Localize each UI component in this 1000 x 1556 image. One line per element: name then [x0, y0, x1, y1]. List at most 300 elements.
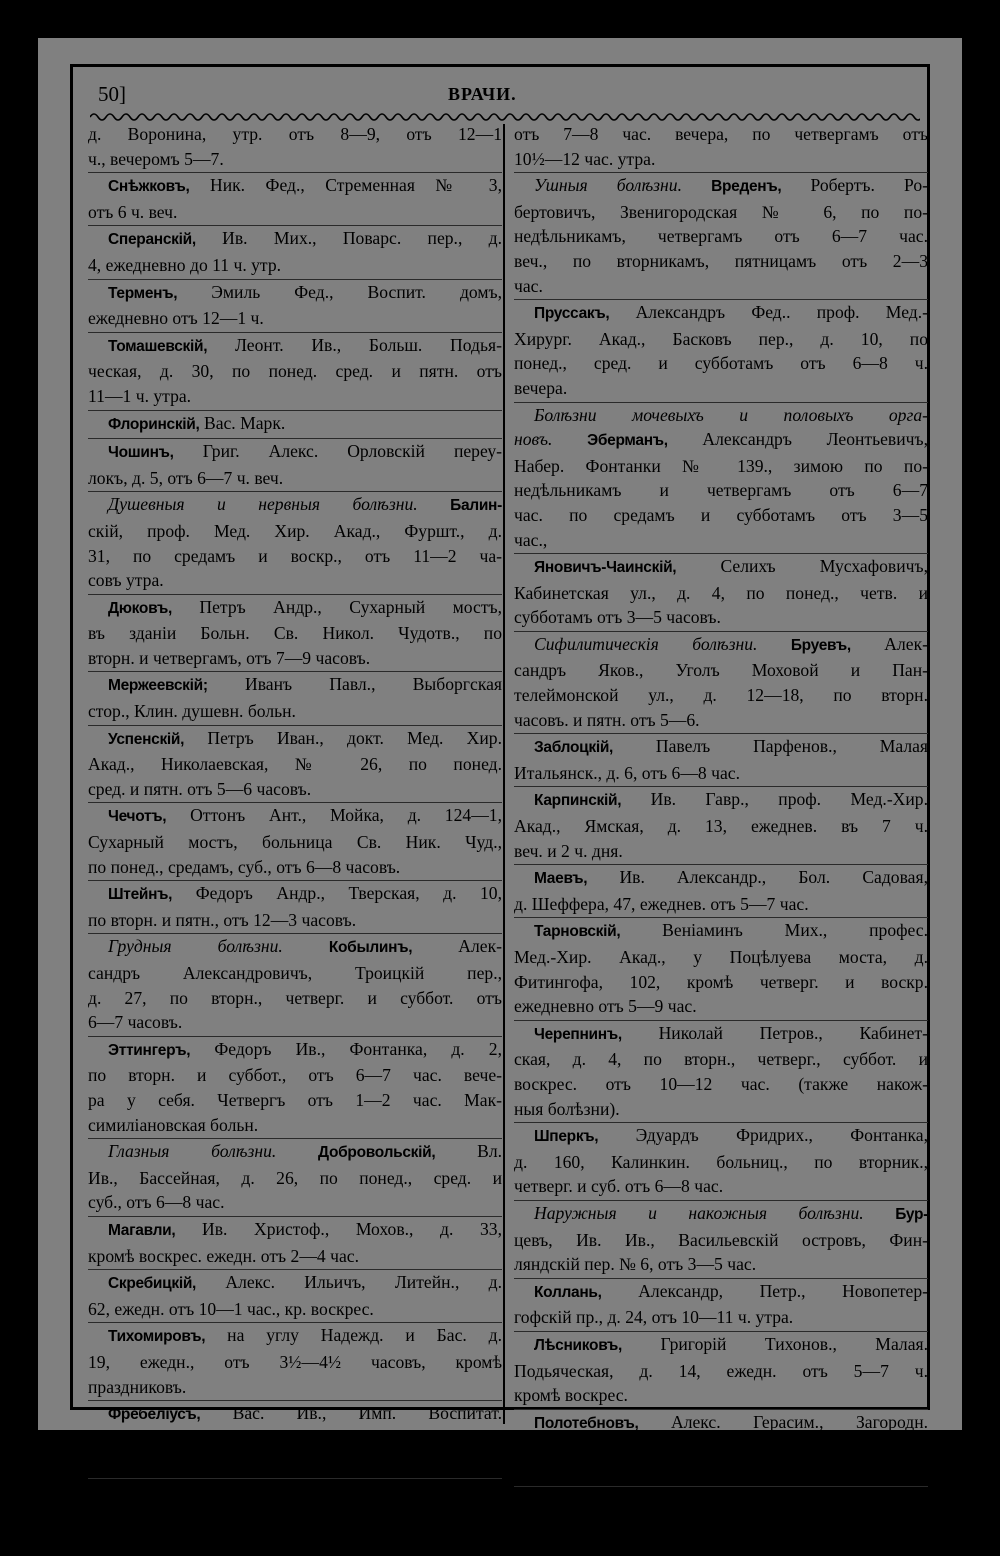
entry-text: Кабинетская ул., д. 4, по понед., четв. и: [514, 582, 928, 603]
doctor-name: Терменъ,: [108, 284, 178, 302]
entry-text: отъ 7—8 час. вечера, по четвергамъ отъ: [514, 124, 928, 144]
entry-line: [514, 173, 928, 200]
entry-line: [514, 839, 928, 864]
category-heading-continued: новъ.: [514, 429, 553, 450]
entry-text: четверг. и суб. отъ 6—8 час.: [514, 1176, 724, 1197]
entry-text: час.: [514, 275, 543, 296]
entry-line: [514, 327, 928, 352]
entry-line: [514, 683, 928, 708]
entry-text: Ив. Мих., Поварс. пер., д.: [222, 228, 502, 249]
entry-text: Эдуардъ Андр., проф. М.-Х. Акад.,: [172, 1480, 502, 1501]
entry-text: кромѣ воскрес.: [514, 1385, 628, 1406]
category-heading: Грудныя болѣзни.: [108, 936, 283, 957]
entry-line: [514, 403, 928, 428]
directory-entry: [514, 1278, 928, 1331]
entry-line: [88, 1113, 502, 1138]
entry-text: Леонт. Ив., Больш. Подья-: [235, 334, 502, 355]
entry-text: отъ 6 ч. веч.: [88, 201, 178, 222]
entry-line: [88, 200, 502, 225]
doctor-name: Кобылинъ,: [328, 939, 413, 957]
entry-line: [88, 466, 502, 491]
entry-text: 6—7 часовъ.: [88, 1012, 183, 1033]
column-divider: [503, 124, 505, 1424]
entry-text: Фитингофа, 102, кромѣ четверг. и воскр.: [514, 971, 928, 992]
entry-line: [88, 519, 502, 544]
entry-line: [514, 1461, 928, 1486]
entry-text: д. 27, по вторн., четверг. и суббот. отъ: [88, 987, 502, 1008]
entry-text: телеймонской ул., д. 12—18, по вторн.: [514, 685, 928, 706]
entry-text: ческая, д. 30, по понед. сред. и пятн. отъ: [88, 361, 502, 382]
entry-text: Григ. Алекс. Орловскій переу-: [202, 441, 502, 462]
directory-entry: [514, 733, 928, 786]
doctor-name: Заблоцкій,: [534, 739, 614, 757]
entry-line: [88, 1010, 502, 1035]
entry-text: по вторн. и пятн., отъ 12—3 часовъ.: [88, 909, 357, 930]
entry-text: симиліановская больн.: [88, 1114, 259, 1135]
entry-line: [88, 384, 502, 409]
directory-entry: [88, 172, 502, 225]
entry-text: час.,: [514, 529, 548, 550]
directory-entry: [514, 299, 928, 401]
directory-entry: [88, 279, 502, 332]
entry-text: по вторн. и суббот., отъ 6—7 час. вече-: [88, 1065, 502, 1086]
entry-text: вторн. и четвергамъ, отъ 7—9 часовъ.: [88, 647, 371, 668]
entry-text: 11—1 ч. утра.: [88, 385, 192, 406]
directory-entry: [88, 1138, 502, 1216]
entry-text: ч., вечеромъ 5—7.: [88, 148, 224, 169]
entry-line: [514, 1436, 928, 1461]
doctor-name: Снѣжковъ,: [108, 178, 190, 196]
entry-text: сандръ Яков., Уголъ Моховой и Пан-: [514, 660, 928, 681]
entry-line: [88, 1401, 502, 1428]
entry-text: Фурштадтск., д. 10. Глазн. леч.: Сергіевск.: [88, 1507, 502, 1528]
entry-line: [514, 1228, 928, 1253]
entry-line: [88, 726, 502, 753]
entry-text: недѣльникамъ и четвергамъ отъ 6—7: [514, 480, 928, 501]
doctor-name: Магавли,: [108, 1221, 176, 1239]
entry-line: [88, 855, 502, 880]
directory-entry: [514, 786, 928, 864]
entry-line: [88, 961, 502, 986]
doctor-name: Бур-: [895, 1205, 928, 1223]
doctor-name: Вреденъ,: [711, 178, 782, 196]
entry-text: скій, проф. Мед. Хир. Акад., Фуршт., д.: [88, 520, 502, 541]
category-heading: Ушныя болѣзни.: [534, 175, 682, 196]
entry-line: [514, 1359, 928, 1384]
entry-line: [88, 699, 502, 724]
entry-line: [514, 970, 928, 995]
entry-line: [88, 439, 502, 466]
doctor-name: Карпинскій,: [534, 792, 622, 810]
directory-entry: [514, 1409, 928, 1487]
entry-line: [514, 1332, 928, 1359]
directory-entry: [88, 225, 502, 278]
entry-line: [514, 581, 928, 606]
entry-line: [514, 122, 928, 147]
entry-text: Мед.-Хир. Акад., у Поцѣлуева моста, д.: [514, 947, 928, 967]
entry-text: Акад., Николаевская, № 26, по понед.: [88, 754, 502, 775]
directory-entry: [88, 122, 502, 172]
entry-line: [88, 1505, 502, 1530]
entry-line: [514, 658, 928, 683]
directory-entry: [514, 631, 928, 733]
entry-text: Петръ Иван., докт. Мед. Хир.: [207, 727, 502, 748]
scanned-page: [38, 38, 962, 1553]
entry-text: 18, по вторн. и пятн. отъ 6—7 час.: [514, 1516, 770, 1537]
doctor-name: Эберманъ,: [587, 432, 668, 450]
entry-text: Набер. Фонтанки № 139., зимою по по-: [514, 455, 928, 476]
directory-entry: [88, 880, 502, 933]
entry-line: [514, 1150, 928, 1175]
entry-text: Ник. Фед., Стременная № 3,: [210, 175, 502, 196]
entry-text: Мих. Ив., Моховая, д.: [677, 1489, 928, 1510]
entry-line: [514, 478, 928, 503]
entry-text: субботамъ отъ 3—5 часовъ.: [514, 607, 721, 628]
entry-text: локъ, д. 5, отъ 6—7 ч. веч.: [88, 467, 284, 488]
directory-entry: [514, 1200, 928, 1278]
entry-text: Домъ, ежедн. отъ 12—2 часовъ. кромѣ: [88, 1429, 502, 1450]
entry-line: [88, 544, 502, 569]
directory-entry: [88, 1216, 502, 1269]
entry-text: сандръ Александровичъ, Троицкій пер.,: [88, 963, 502, 983]
entry-text: Сухарный мостъ, больница Св. Ник. Чуд.,: [88, 832, 502, 853]
entry-text: воскрес. отъ 10—12 час. (также накож-: [514, 1073, 928, 1094]
entry-line: [514, 918, 928, 945]
entry-line: [514, 994, 928, 1019]
entry-text: кромѣ воскрес. ежедн. отъ 2—4 час.: [88, 1245, 359, 1266]
entry-text: Селихъ Мусхафовичъ,: [720, 556, 928, 577]
entry-line: [88, 122, 502, 147]
entry-line: [514, 454, 928, 479]
entry-text: бертовичъ, Звенигородская № 6, по по-: [514, 201, 928, 222]
entry-text: ежедневно отъ 5—9 час.: [514, 996, 697, 1017]
entry-line: [88, 147, 502, 172]
entry-text: ра у себя. Четвергъ отъ 1—2 час. Мак-: [88, 1089, 502, 1110]
directory-entry: [88, 802, 502, 880]
entry-line: [514, 734, 928, 761]
directory-entry: [88, 1478, 502, 1556]
entry-text: Итальянск., д. 6, отъ 6—8 час.: [514, 762, 740, 783]
directory-entry: [514, 1331, 928, 1409]
page-number: 50]: [98, 82, 126, 106]
directory-entry: [514, 172, 928, 299]
entry-text: Алекс. Герасим., Загородн.: [671, 1411, 928, 1432]
entry-text: праздниковъ.: [88, 1454, 187, 1475]
entry-line: [514, 1174, 928, 1199]
directory-entry: [514, 122, 928, 172]
entry-line: [88, 672, 502, 699]
entry-text: Александр, Петр., Новопетер-: [638, 1280, 928, 1301]
entry-text: недѣльникамъ, четвергамъ отъ 6—7 час.: [514, 226, 928, 247]
doctor-name: Чечотъ,: [108, 808, 167, 826]
entry-text: праздниковъ.: [88, 1376, 187, 1397]
entry-line: [514, 554, 928, 581]
directory-entry: [88, 491, 502, 593]
entry-line: [514, 761, 928, 786]
doctor-name: Балин-: [450, 497, 502, 515]
directory-entry: [514, 1486, 928, 1539]
entry-text: Веніаминъ Мих., профес.: [662, 920, 928, 941]
entry-line: [88, 621, 502, 646]
entry-line: [514, 200, 928, 225]
entry-text: д. Шеффера, 47, ежеднев. отъ 5—7 час.: [514, 893, 809, 914]
doctor-name: Штейнъ,: [108, 886, 173, 904]
entry-text: Акад., Ямская, д. 13, ежеднев. въ 7 ч.: [514, 816, 928, 837]
entry-line: [88, 1139, 502, 1166]
entry-line: [514, 1487, 928, 1514]
entry-text: Ив. Гавр., проф. Мед.-Хир.: [650, 789, 928, 810]
entry-line: [514, 787, 928, 814]
entry-line: [88, 1323, 502, 1350]
category-heading: Глазныя болѣзни.: [108, 1141, 277, 1162]
entry-line: [88, 1166, 502, 1191]
directory-entry: [88, 1036, 502, 1138]
entry-text: ежедневно отъ 12—1 ч.: [88, 308, 264, 329]
doctor-name: Успенскій,: [108, 730, 185, 748]
category-heading: Наружныя и накожныя болѣзни.: [534, 1202, 864, 1223]
entry-line: [88, 1375, 502, 1400]
entry-line: [514, 1072, 928, 1097]
entry-text: понед., сред. и субботамъ отъ 6—8 ч.: [514, 353, 928, 374]
doctor-name: Стуковенковъ,: [534, 1492, 644, 1510]
entry-text: Ив., Бассейная, д. 26, по понед., сред. и: [88, 1167, 502, 1188]
entry-line: [88, 1530, 502, 1555]
entry-text: стор., Клин. душевн. больн.: [88, 701, 296, 722]
entry-text: Федоръ Ив., Фонтанка, д. 2,: [214, 1038, 502, 1059]
entry-line: [514, 1410, 928, 1437]
entry-text: на углу Надежд. и Бас. д.: [227, 1325, 502, 1346]
entry-text: Подьяческая, д. 14, ежедн. отъ 5—7 ч.: [514, 1360, 928, 1381]
entry-line: [88, 1297, 502, 1322]
entry-text: веч. и 2 ч. дня.: [514, 840, 623, 861]
doctor-name: Тихомировъ,: [108, 1328, 206, 1346]
doctor-name: Пруссакъ,: [534, 305, 610, 323]
entry-text: Алек-: [884, 633, 928, 654]
entry-line: [514, 351, 928, 376]
entry-line: [88, 777, 502, 802]
entry-line: [514, 1047, 928, 1072]
entry-text: 19, ежедн., отъ 3½—4½ часовъ, кромѣ: [88, 1351, 502, 1372]
page-heading: ВРАЧИ.: [448, 84, 517, 104]
entry-line: [88, 411, 502, 438]
entry-text: сред. и пятн. отъ 5—6 часовъ.: [88, 778, 312, 799]
doctor-name: Томашевскій,: [108, 337, 208, 355]
entry-text: ул., д. 3, по понед., вторн., сред., пятн.,: [88, 1532, 379, 1553]
directory-entry: [88, 671, 502, 724]
doctor-name: Тарновскій,: [534, 923, 621, 941]
entry-text: 4, ежедневно до 11 ч. утр.: [88, 254, 282, 275]
entry-text: Ив. Христоф., Мохов., д. 33,: [202, 1218, 502, 1239]
entry-text: пр., д. 14, по воскресеньямъ и сред. отъ: [514, 1438, 928, 1459]
entry-text: ныя болѣзни).: [514, 1098, 620, 1119]
directory-entry: [514, 1020, 928, 1122]
entry-text: гофскій пр., д. 24, отъ 10—11 ч. утра.: [514, 1307, 794, 1328]
entry-line: [514, 147, 928, 172]
entry-line: [514, 945, 928, 970]
entry-line: [88, 1088, 502, 1113]
entry-line: [514, 1305, 928, 1330]
entry-line: [514, 427, 928, 454]
entry-text: въ зданіи Больн. Св. Никол. Чудотв., по: [88, 623, 502, 644]
entry-text: суб., отъ 6—8 час.: [88, 1192, 225, 1213]
entry-line: [88, 1244, 502, 1269]
entry-line: [88, 1428, 502, 1453]
entry-text: совъ утра.: [88, 570, 164, 591]
entry-text: 31, по средамъ и воскр., отъ 11—2 ча-: [88, 545, 502, 566]
entry-line: [88, 306, 502, 331]
doctor-name: Фребеліусъ,: [108, 1406, 201, 1424]
doctor-name: Сперанскій,: [108, 231, 196, 249]
entry-line: [88, 1479, 502, 1506]
entry-line: [514, 1021, 928, 1048]
doctor-name: Бруевъ,: [790, 636, 851, 654]
directory-entry: [88, 1322, 502, 1400]
entry-line: [88, 1063, 502, 1088]
entry-line: [88, 986, 502, 1011]
entry-line: [88, 1452, 502, 1477]
entry-line: [88, 1217, 502, 1244]
doctor-name: Флоринскій,: [108, 415, 200, 433]
entry-line: [88, 752, 502, 777]
entry-text: Александръ Фед.. проф. Мед.-: [635, 302, 928, 323]
directory-entry: [88, 594, 502, 672]
entry-text: ляндскій пер. № 6, отъ 3—5 час.: [514, 1254, 757, 1275]
entry-text: 62, ежедн. отъ 10—1 час., кр. воскрес.: [88, 1298, 374, 1319]
entry-text: 11—2 час.: [514, 1462, 591, 1483]
directory-entry: [88, 933, 502, 1035]
entry-text: Вас. Ив., Имп. Воспитат.: [232, 1403, 502, 1424]
entry-line: [514, 528, 928, 553]
entry-line: [88, 803, 502, 830]
doctor-name: Добровольскій,: [318, 1144, 436, 1162]
entry-text: Хирург. Акад., Басковъ пер., д. 10, по: [514, 328, 928, 349]
entry-line: [88, 173, 502, 200]
entry-line: [88, 830, 502, 855]
entry-line: [88, 226, 502, 253]
entry-text: Григорій Тихонов., Малая.: [660, 1333, 928, 1354]
entry-text: Николай Петров., Кабинет-: [658, 1022, 928, 1043]
left-column: [88, 122, 502, 1556]
entry-line: [88, 1350, 502, 1375]
entry-text: вечера.: [514, 377, 568, 398]
entry-line: [88, 359, 502, 384]
doctor-name: Чошинъ,: [108, 444, 174, 462]
entry-line: [514, 1123, 928, 1150]
entry-text: Александръ Леонтьевичъ,: [702, 429, 928, 450]
doctor-name: Маевъ,: [534, 870, 588, 888]
entry-line: [88, 934, 502, 961]
entry-line: [514, 376, 928, 401]
directory-entry: [88, 1400, 502, 1478]
doctor-name: Полотебновъ,: [534, 1414, 639, 1432]
entry-text: цевъ, Ив. Ив., Васильевскій островъ, Фин-: [514, 1229, 928, 1250]
doctor-name: Яновичъ-Чаинскій,: [534, 559, 677, 577]
entry-text: ская, д. 4, по вторн., четверг., суббот. и: [514, 1049, 928, 1070]
entry-text: Федоръ Андр., Тверская, д. 10,: [195, 883, 502, 904]
directory-entry: [88, 410, 502, 439]
entry-text: д. 160, Калинкин. больниц., по вторник.,: [514, 1151, 928, 1172]
entry-text: Алекс. Ильичъ, Литейн., д.: [225, 1272, 502, 1293]
entry-line: [88, 908, 502, 933]
entry-text: Робертъ. Ро-: [810, 175, 928, 196]
category-heading: Болѣзни мочевыхъ и половыхъ орга-: [534, 404, 928, 425]
entry-text: час. по средамъ и субботамъ отъ 3—5: [514, 504, 928, 525]
entry-line: [88, 492, 502, 519]
entry-line: [88, 253, 502, 278]
directory-entry: [514, 402, 928, 554]
entry-line: [88, 333, 502, 360]
entry-line: [514, 1201, 928, 1228]
entry-text: Алек-: [458, 936, 502, 957]
entry-line: [514, 1097, 928, 1122]
entry-text: Оттонъ Ант., Мойка, д. 124—1,: [190, 805, 502, 826]
entry-line: [88, 1037, 502, 1064]
entry-text: Ив. Александр., Бол. Садовая,: [619, 867, 928, 888]
entry-line: [88, 646, 502, 671]
entry-line: [514, 1252, 928, 1277]
entry-text: Иванъ Павл., Выборгская: [244, 674, 502, 695]
entry-line: [514, 814, 928, 839]
entry-text: веч., по вторникамъ, пятницамъ отъ 2—3: [514, 250, 928, 271]
entry-line: [514, 300, 928, 327]
doctor-name: Лѣсниковъ,: [534, 1336, 623, 1354]
entry-line: [88, 1270, 502, 1297]
directory-entry: [514, 553, 928, 631]
entry-line: [514, 892, 928, 917]
category-heading: Сифилитическія болѣзни.: [534, 633, 758, 654]
directory-entry: [88, 332, 502, 410]
entry-line: [514, 1514, 928, 1539]
entry-line: [88, 595, 502, 622]
entry-line: [88, 1190, 502, 1215]
entry-line: [88, 568, 502, 593]
entry-line: [514, 249, 928, 274]
right-column: [514, 122, 928, 1540]
entry-line: [514, 1279, 928, 1306]
category-heading: Душевныя и нервныя болѣзни.: [108, 494, 418, 515]
doctor-name: Скребицкій,: [108, 1275, 197, 1293]
entry-line: [514, 632, 928, 659]
doctor-name: Юнге,: [108, 1483, 152, 1501]
doctor-name: Шперкъ,: [534, 1128, 599, 1146]
directory-entry: [88, 438, 502, 491]
entry-line: [514, 274, 928, 299]
directory-entry: [88, 725, 502, 803]
entry-text: Вл.: [477, 1141, 502, 1162]
entry-text: по понед., средамъ, суб., отъ 6—8 часовъ.: [88, 856, 401, 877]
entry-line: [514, 224, 928, 249]
doctor-name: Дюковъ,: [108, 599, 172, 617]
doctor-name: Черепнинъ,: [534, 1025, 622, 1043]
doctor-name: Мержеевскій;: [108, 677, 208, 695]
entry-line: [514, 503, 928, 528]
entry-line: [88, 881, 502, 908]
doctor-name: Эттингеръ,: [108, 1041, 191, 1059]
entry-line: [514, 605, 928, 630]
entry-line: [514, 865, 928, 892]
entry-text: часовъ. и пятн. отъ 5—6.: [514, 709, 700, 730]
entry-line: [514, 1383, 928, 1408]
directory-entry: [514, 917, 928, 1019]
directory-entry: [88, 1269, 502, 1322]
entry-text: 10½—12 час. утра.: [514, 148, 656, 169]
entry-line: [514, 708, 928, 733]
directory-entry: [514, 864, 928, 917]
entry-line: [88, 280, 502, 307]
directory-entry: [514, 1122, 928, 1200]
entry-text: Петръ Андр., Сухарный мостъ,: [199, 596, 502, 617]
entry-text: Эмиль Фед., Воспит. домъ,: [211, 281, 502, 302]
